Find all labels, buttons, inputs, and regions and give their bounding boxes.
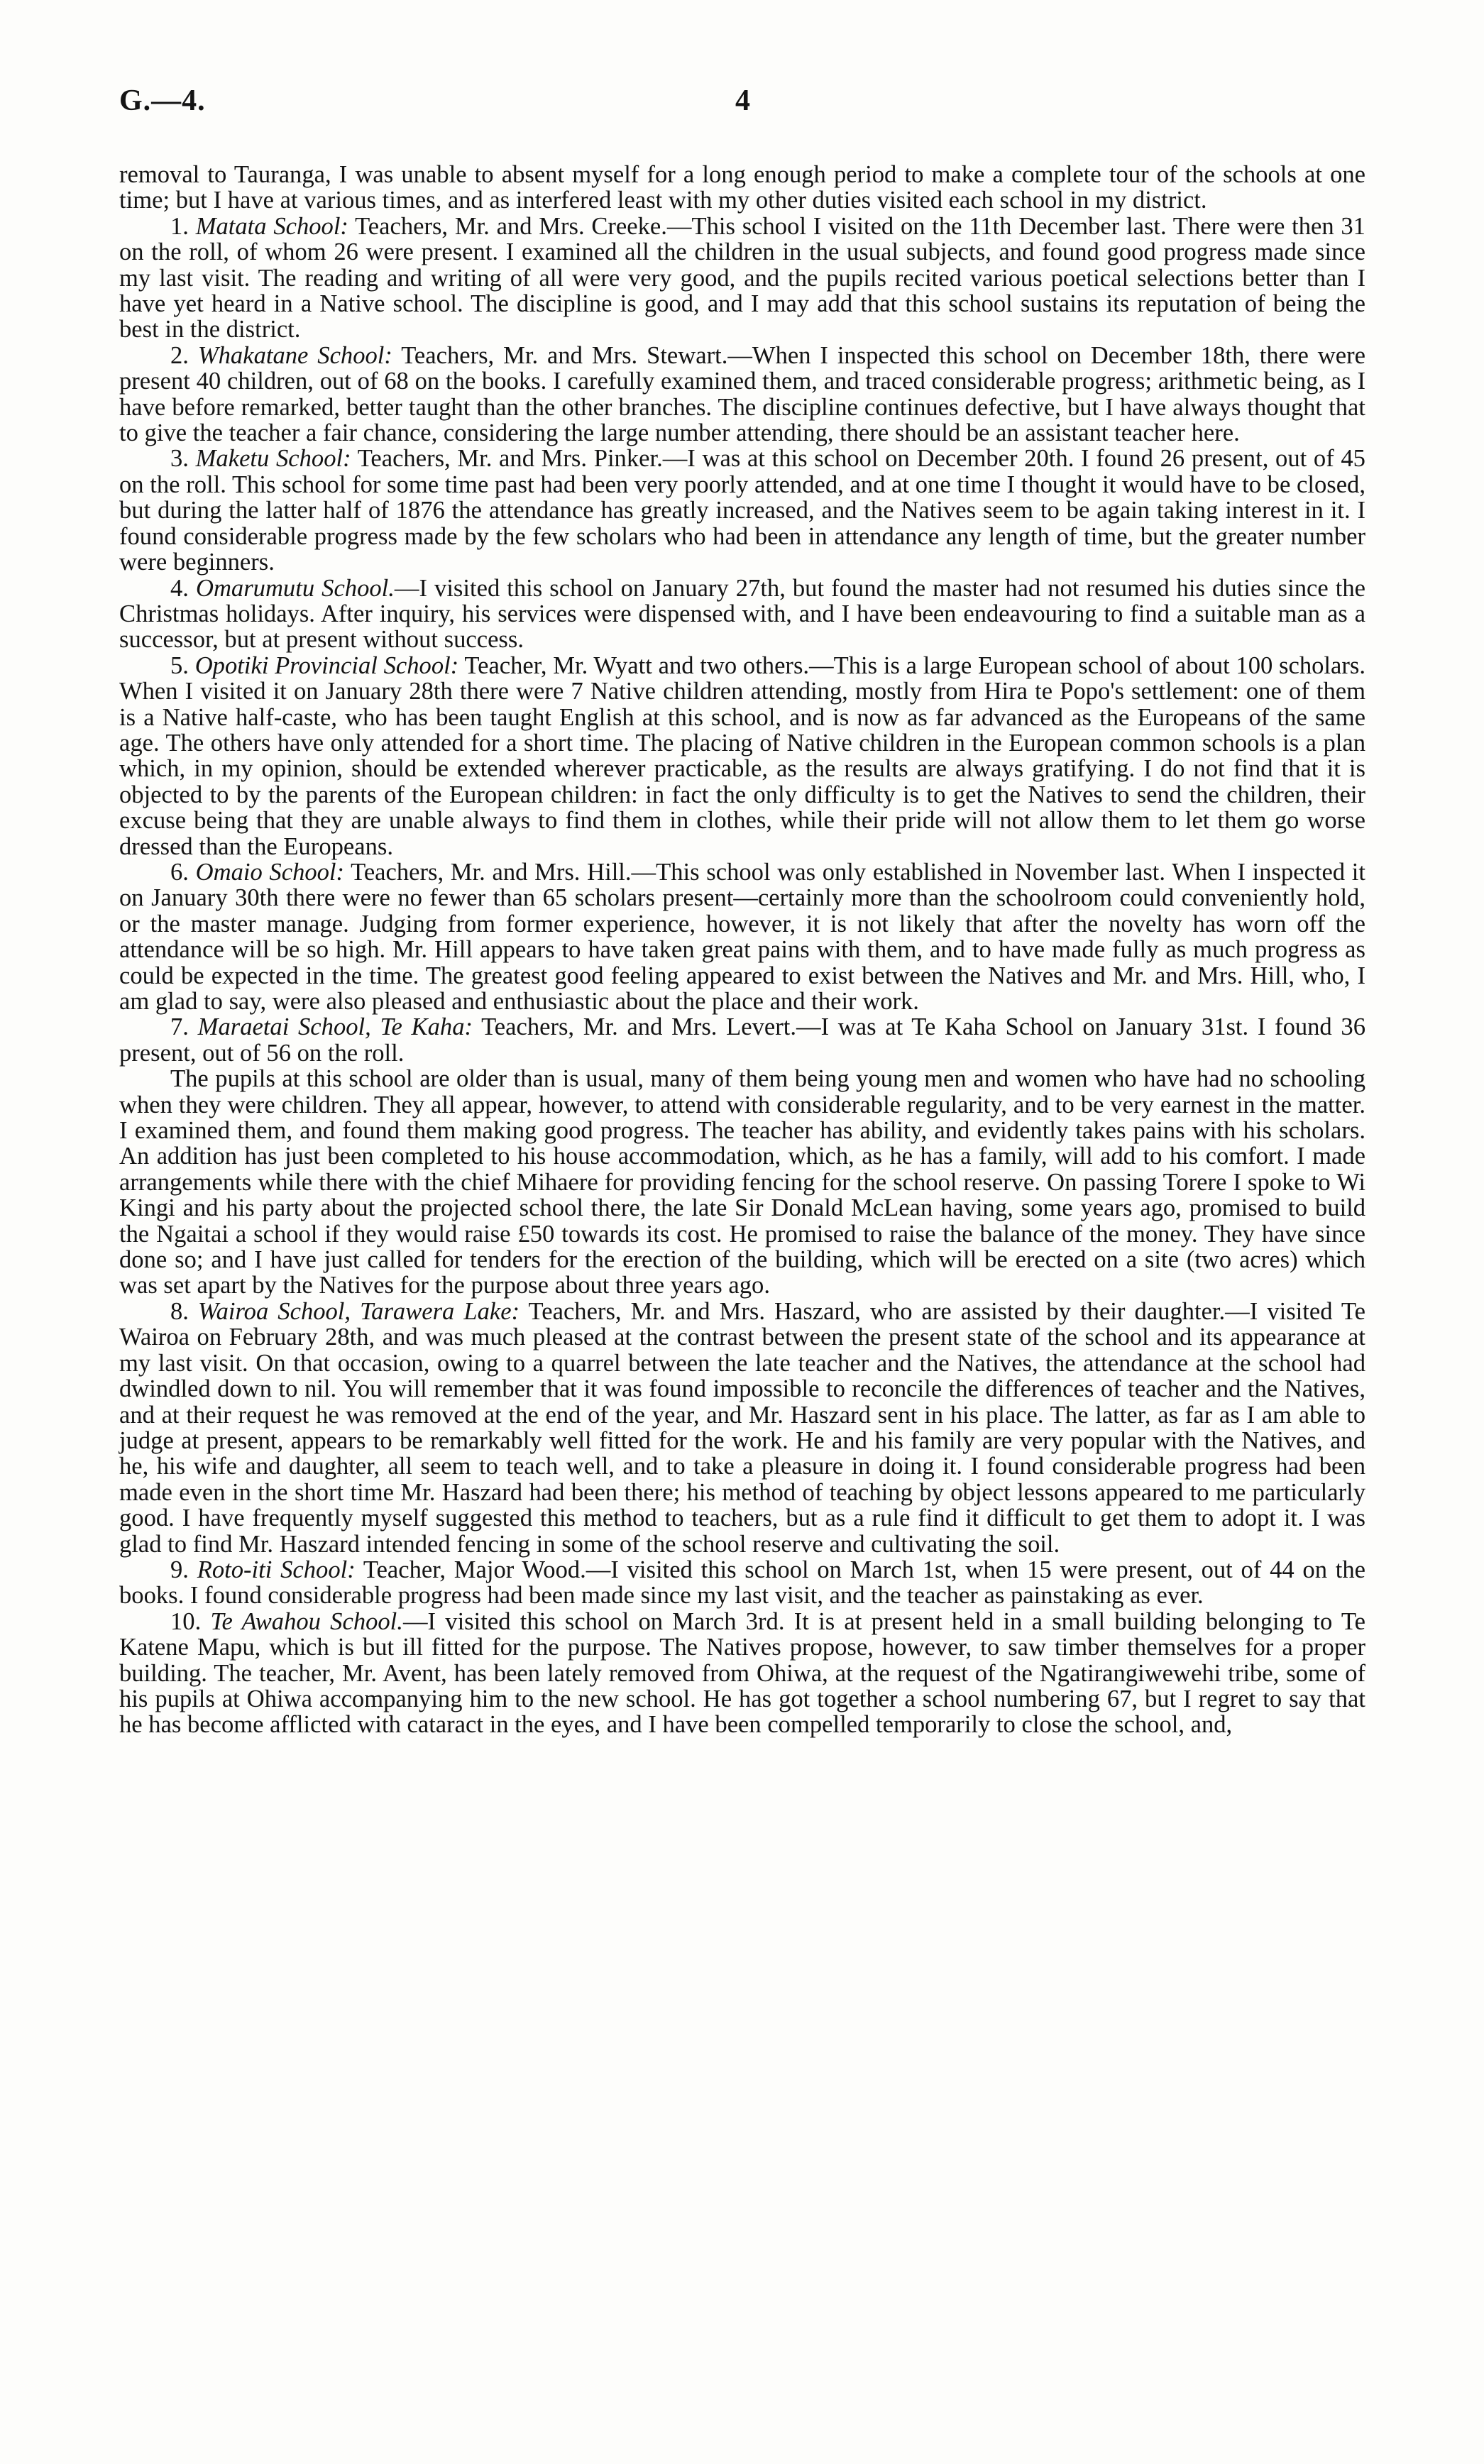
page-number: 4 bbox=[735, 84, 750, 117]
entry-number: 5. bbox=[170, 651, 189, 679]
entry-number: 8. bbox=[170, 1297, 189, 1325]
school-entry-roto-iti bbox=[119, 1557, 1365, 1609]
entry-number: 9. bbox=[170, 1556, 189, 1583]
entry-number: 2. bbox=[170, 341, 189, 369]
school-entry-opotiki bbox=[119, 653, 1365, 859]
school-entry-omaio bbox=[119, 859, 1365, 1014]
entry-text: —I visited this school on March 3rd. It is at present held in a small building belonging to Te Katene Mapu, which is but ill fitted for the purpose. The Natives propose, however, to saw timber themselves for a proper building. The teacher, Mr. Avent, has been lately removed from Ohiwa, at the request of the Ngatirangiwewehi tribe, some of his pupils at Ohiwa accompanying him to the new school. He has got together a school numbering 67, but I regret to say that he has become afflicted with cataract in the eyes, and I have been compelled temporarily to close the school, and, bbox=[119, 1607, 1365, 1739]
school-name: Matata School: bbox=[195, 212, 348, 240]
entry-number: 6. bbox=[170, 858, 189, 886]
school-entry-whakatane bbox=[119, 343, 1365, 446]
running-head bbox=[119, 84, 1468, 126]
entry-number: 3. bbox=[170, 445, 189, 473]
document-reference: G.—4. bbox=[119, 84, 206, 117]
school-entry-maraetai-continued bbox=[119, 1066, 1365, 1299]
entry-number: 1. bbox=[170, 212, 189, 240]
school-name: Wairoa School, Tarawera Lake: bbox=[197, 1297, 520, 1325]
entry-continuation-text: The pupils at this school are older than is usual, many of them being young men and women who have had no schooling when they were children. They all appear, however, to attend with considerable regularity, and to be very earnest in the matter. I examined them, and found them making good progress. The teacher has ability, and evidently takes pains with his scholars. An addition has just been completed to his house accommodation, which, as he has a family, will add to his comfort. I made arrangements while there with the chief Mihaere for providing fencing for the school reserve. On passing Torere I spoke to Wi Kingi and his party about the projected school there, the late Sir Donald McLean having, some years ago, promised to build the Ngaitai a school if they would raise £50 towards its cost. He promised to raise the balance of the money. They have since done so; and I have just called for tenders for the erection of the building, which will be erected on a site (two acres) which was set apart by the Natives for the purpose about three years ago. bbox=[119, 1065, 1365, 1299]
school-name: Te Awahou School. bbox=[210, 1607, 403, 1635]
entry-text: —I visited this school on January 27th, but found the master had not resumed his duties since the Christmas holidays. After inquiry, his services were dispensed with, and I have been endeavouring to find a suitable man as a successor, but at present without success. bbox=[119, 574, 1365, 654]
school-entry-matata bbox=[119, 214, 1365, 343]
school-entry-maketu bbox=[119, 446, 1365, 575]
school-name: Omarumutu School. bbox=[195, 574, 395, 602]
intro-text: removal to Tauranga, I was unable to absent myself for a long enough period to make a complete tour of the schools at one time; but I have at various times, and as interfered least with my other duties visited each school in my district. bbox=[119, 161, 1365, 214]
school-name: Maraetai School, Te Kaha: bbox=[197, 1013, 473, 1041]
entry-text: Teachers, Mr. and Mrs. Pinker.—I was at this school on December 20th. I found 26 present, out of 45 on the roll. This school for some time past had been very poorly attended, and at one time I thought it would have to be closed, but during the latter half of 1876 the attendance has greatly increased, and the Natives seem to be again taking interest in it. I found considerable progress made by the few scholars who had been in attendance any length of time, but the greater number were beginners. bbox=[119, 445, 1365, 576]
school-name: Whakatane School: bbox=[197, 341, 392, 369]
entry-text: Teacher, Major Wood.—I visited this school on March 1st, when 15 were present, out of 44 on the books. I found considerable progress had been made since my last visit, and the teacher as painstaking as ever. bbox=[119, 1556, 1365, 1610]
entry-text: Teachers, Mr. and Mrs. Hill.—This school was only established in November last. When I inspected it on January 30th there were no fewer than 65 scholars present—certainly more than the schoolroom could conveniently hold, or the master manage. Judging from former experience, however, it is not likely that after the novelty has worn off the attendance will be so high. Mr. Hill appears to have taken great pains with them, and to have made fully as much progress as could be expected in the time. The greatest good feeling appeared to exist between the Natives and Mr. and Mrs. Hill, who, I am glad to say, were also pleased and enthusiastic about the place and their work. bbox=[119, 858, 1365, 1015]
school-entry-maraetai bbox=[119, 1014, 1365, 1066]
school-name: Roto-iti School: bbox=[197, 1556, 356, 1583]
entry-text: Teachers, Mr. and Mrs. Haszard, who are assisted by their daughter.—I visited Te Wairoa on February 28th, and was much pleased at the contrast between the present state of the school and its appearance at my last visit. On that occasion, owing to a quarrel between the late teacher and the Natives, the attendance at the school had dwindled down to nil. You will remember that it was found impossible to reconcile the differences of teacher and the Natives, and at their request he was removed at the end of the year, and Mr. Haszard sent in his place. The latter, as far as I am able to judge at present, appears to be remarkably well fitted for the work. He and his family are very popular with the Natives, and he, his wife and daughter, all seem to teach well, and to take a pleasure in doing it. I found considerable progress had been made even in the short time Mr. Haszard had been there; his method of teaching by object lessons appeared to me particularly good. I have frequently myself suggested this method to teachers, but as a rule find it difficult to get them to adopt it. I was glad to find Mr. Haszard intended fencing in some of the school reserve and cultivating the soil. bbox=[119, 1297, 1365, 1558]
school-entry-omarumutu bbox=[119, 576, 1365, 653]
school-name: Opotiki Provincial School: bbox=[194, 651, 459, 679]
entry-text: Teacher, Mr. Wyatt and two others.—This is a large European school of about 100 scholars. When I visited it on January 28th there were 7 Native children attending, mostly from Hira te Popo's settlement: one of them is a Native half-caste, who has been taught English at this school, and is now as far advanced as the Europeans of the same age. The others have only attended for a short time. The placing of Native children in the European common schools is a plan which, in my opinion, should be extended wherever practicable, as the results are always gratifying. I do not find that it is objected to by the parents of the European children: in fact the only difficulty is to get the Natives to send the children, their excuse being that they are unable always to find them in clothes, while their pride will not allow them to let them go worse dressed than the Europeans. bbox=[119, 651, 1366, 860]
school-entry-te-awahou bbox=[119, 1609, 1365, 1738]
entry-text: Teachers, Mr. and Mrs. Levert.—I was at Te Kaha School on January 31st. I found 36 present, out of 56 on the roll. bbox=[119, 1013, 1365, 1067]
school-name: Omaio School: bbox=[195, 858, 345, 886]
report-body bbox=[119, 162, 1365, 1738]
school-entry-wairoa bbox=[119, 1299, 1365, 1557]
intro-paragraph bbox=[119, 162, 1365, 214]
school-name: Maketu School: bbox=[195, 445, 351, 473]
entry-text: Teachers, Mr. and Mrs. Stewart.—When I inspected this school on December 18th, there were present 40 children, out of 68 on the books. I carefully examined them, and traced considerable progress; arithmetic being, as I have before remarked, better taught than the other branches. The discipline continues defective, but I have always thought that to give the teacher a fair chance, considering the large number attending, there should be an assistant teacher here. bbox=[119, 341, 1365, 447]
entry-number: 4. bbox=[170, 574, 189, 602]
entry-number: 7. bbox=[170, 1013, 189, 1041]
entry-text: Teachers, Mr. and Mrs. Creeke.—This school I visited on the 11th December last. There were then 31 on the roll, of whom 26 were present. I examined all the children in the usual subjects, and found good progress made since my last visit. The reading and writing of all were very good, and the pupils recited various poetical selections better than I have yet heard in a Native school. The discipline is good, and I may add that this school sustains its reputation of being the best in the district. bbox=[119, 212, 1365, 343]
entry-number: 10. bbox=[170, 1607, 202, 1635]
